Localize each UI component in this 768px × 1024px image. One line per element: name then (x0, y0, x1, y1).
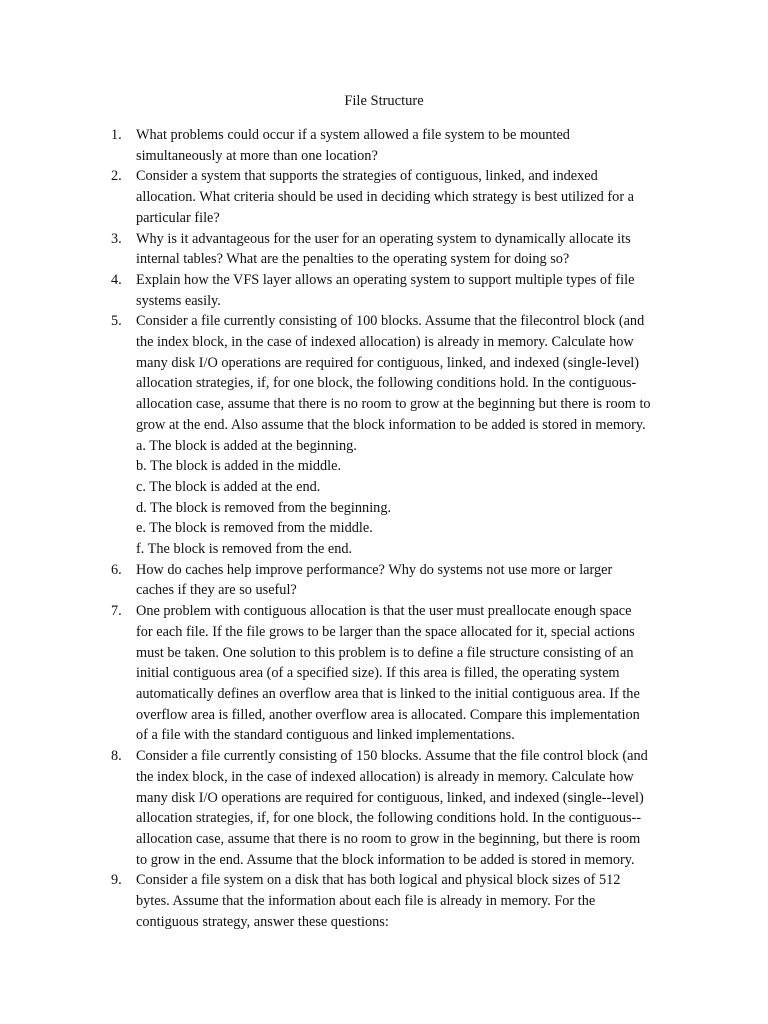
question-number: 4. (111, 271, 122, 288)
question-item (111, 166, 691, 228)
question-text-line: initial contiguous area (of a specified size). If this area is filled, the operating system (136, 665, 620, 682)
question-number: 2. (111, 168, 122, 185)
question-item (111, 560, 691, 601)
question-text (136, 166, 691, 228)
question-text-line: grow at the end. Also assume that the block information to be added is stored in memory. (136, 416, 646, 433)
question-number: 9. (111, 872, 122, 889)
question-text-line: How do caches help improve performance? Why do systems not use more or larger (136, 561, 613, 578)
question-text-line: Explain how the VFS layer allows an operating system to support multiple types of file (136, 271, 635, 288)
question-item (111, 870, 691, 932)
question-text-line: e. The block is removed from the middle. (136, 520, 373, 537)
question-text-line: internal tables? What are the penalties to the operating system for doing so? (136, 251, 570, 268)
question-text-line: Consider a file currently consisting of 100 blocks. Assume that the filecontrol block (and (136, 313, 645, 330)
question-text-line: a. The block is added at the beginning. (136, 437, 357, 454)
question-text-line: systems easily. (136, 292, 221, 309)
question-text-line: allocation case, assume that there is no room to grow in the beginning, but there is room (136, 830, 641, 847)
question-text-line: the index block, in the case of indexed allocation) is already in memory. Calculate how (136, 768, 634, 785)
question-text-line: must be taken. One solution to this problem is to define a file structure consisting of an (136, 644, 634, 661)
question-text-line: One problem with contiguous allocation is that the user must preallocate enough space (136, 603, 632, 620)
question-text-line: Consider a file system on a disk that has both logical and physical block sizes of 512 (136, 872, 621, 889)
question-item (111, 601, 691, 746)
question-list (111, 125, 691, 932)
question-text-line: allocation case, assume that there is no room to grow at the beginning but there is room to (136, 396, 651, 413)
question-text-line: simultaneously at more than one location? (136, 147, 378, 164)
question-text-line: of a file with the standard contiguous and linked implementations. (136, 727, 515, 744)
question-text-line: b. The block is added in the middle. (136, 458, 342, 475)
question-text (136, 270, 691, 311)
question-text-line: automatically defines an overflow area that is linked to the initial contiguous area. If the (136, 685, 640, 702)
question-text-line: to grow in the end. Assume that the block information to be added is stored in memory. (136, 851, 635, 868)
question-text-line: caches if they are so useful? (136, 582, 297, 599)
question-item (111, 746, 691, 870)
question-text (136, 601, 691, 746)
question-text-line: Why is it advantageous for the user for an operating system to dynamically allocate its (136, 230, 631, 247)
question-text-line: Consider a file currently consisting of 150 blocks. Assume that the file control block (and (136, 748, 648, 765)
question-text-line: allocation. What criteria should be used in deciding which strategy is best utilized for a (136, 189, 634, 206)
question-number: 3. (111, 230, 122, 247)
question-text-line: Consider a system that supports the strategies of contiguous, linked, and indexed (136, 168, 598, 185)
question-text (136, 560, 691, 601)
question-text-line: contiguous strategy, answer these questions: (136, 913, 389, 930)
question-text-line: allocation strategies, if, for one block, the following conditions hold. In the contiguous-- (136, 810, 642, 827)
question-number: 7. (111, 603, 122, 620)
question-text-line: allocation strategies, if, for one block, the following conditions hold. In the contiguous- (136, 375, 637, 392)
question-text-line: d. The block is removed from the beginning. (136, 499, 392, 516)
question-text-line: many disk I/O operations are required for contiguous, linked, and indexed (single--level) (136, 789, 644, 806)
question-text-line: f. The block is removed from the end. (136, 541, 353, 558)
question-text-line: for each file. If the file grows to be larger than the space allocated for it, special actions (136, 623, 635, 640)
question-text (136, 125, 691, 166)
question-text (136, 311, 691, 559)
question-text (136, 746, 691, 870)
question-text-line: bytes. Assume that the information about each file is already in memory. For the (136, 893, 596, 910)
question-item (111, 125, 691, 166)
question-text-line: overflow area is filled, another overflow area is allocated. Compare this implementation (136, 706, 640, 723)
question-item (111, 311, 691, 559)
question-number: 6. (111, 561, 122, 578)
question-number: 8. (111, 748, 122, 765)
question-text (136, 229, 691, 270)
question-number: 5. (111, 313, 122, 330)
question-item (111, 229, 691, 270)
question-text-line: What problems could occur if a system allowed a file system to be mounted (136, 127, 570, 143)
page-title: File Structure (344, 93, 424, 109)
question-number: 1. (111, 127, 122, 143)
question-text-line: many disk I/O operations are required for contiguous, linked, and indexed (single-level) (136, 354, 640, 371)
question-text (136, 870, 691, 932)
question-text-line: c. The block is added at the end. (136, 478, 321, 495)
question-text-line: particular file? (136, 209, 220, 226)
question-text-line: the index block, in the case of indexed allocation) is already in memory. Calculate how (136, 334, 634, 351)
question-item (111, 270, 691, 311)
